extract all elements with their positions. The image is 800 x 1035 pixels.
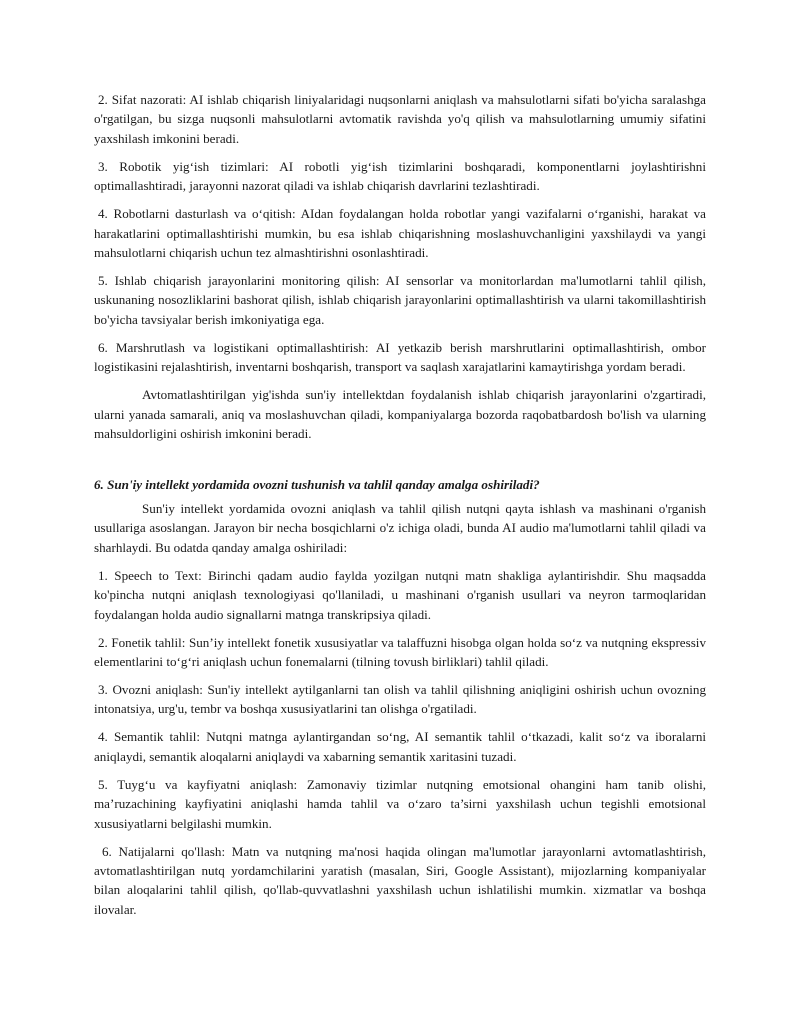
section-heading: 6. Sun'iy intellekt yordamida ovozni tushunish va tahlil qanday amalga oshiriladi? [94,477,540,493]
list-item-routing-logistics: 6. Marshrutlash va logistikani optimallashtirish: AI yetkazib berish marshrutlarini optimallashtirish, ombor logistikasini rejalashtirish, inventarni boshqarish, transport va saqlash xarajatlarini kamaytirishga yordam beradi. [94,339,706,375]
list-item-emotion-detection: 5. Tuyg‘u va kayfiyatni aniqlash: Zamonaviy tizimlar nutqning emotsional ohangini ham tanib olishi, ma’ruzachining kayfiyatini aniqlashi hamda tahlil va o‘zaro ta’sirni yaxshilash uchun tegishli emotsional xususiyatlarni belgilashi mumkin. [94,776,706,831]
summary-paragraph: Avtomatlashtirilgan yig'ishda sun'iy intellektdan foydalanish ishlab chiqarish jarayonlarini o'zgartiradi, ularni yanada samarali, aniq va moslashuvchan qiladi, kompaniyalarga bozorda raqobatbardosh bo'lish va ularning mahsuldorligini oshirish imkonini beradi. [94,387,706,442]
list-item-phonetic-analysis: 2. Fonetik tahlil: Sun’iy intellekt fonetik xususiyatlar va talaffuzni hisobga olgan holda so‘z va nutqning ekspressiv elementlarini to‘g‘ri aniqlash uchun fonemalarni (tilning tovush birliklari) tahlil qiladi. [94,634,706,669]
list-item-voice-recognition: 3. Ovozni aniqlash: Sun'iy intellekt aytilganlarni tan olish va tahlil qilishning aniqligini oshirish uchun ovozning intonatsiya, urg'u, tembr va boshqa xususiyatlarini tan olishga o'rgatiladi. [94,681,706,717]
list-item-process-monitoring: 5. Ishlab chiqarish jarayonlarini monitoring qilish: AI sensorlar va monitorlardan ma'lumotlarni tahlil qilish, uskunaning nosozliklarini bashorat qilish, ishlab chiqarish jarayonlarini optimallashtirish va ularni takomillashtirish bo'yicha tavsiyalar berish imkoniyatiga ega. [94,273,706,327]
list-item-quality-control: 2. Sifat nazorati: AI ishlab chiqarish liniyalaridagi nuqsonlarni aniqlash va mahsulotlarni sifati bo'yicha saralashga o'rgatilgan, bu sizga nuqsonli mahsulotlarni avtomatik ravishda yo'q qilish va mahsulotlarning umumiy sifatini yaxshilash imkonini beradi. [94,92,706,146]
list-item-applying-results: 6. Natijalarni qo'llash: Matn va nutqning ma'nosi haqida olingan ma'lumotlar jarayonlarni avtomatlashtirish, avtomatlashtirilgan nutq yordamchilarini yaratish (masalan, Siri, Google Assistant), mijozlarning kompaniyalar bilan aloqalarini tahlil qilish, qo'llab-quvvatlashni yaxshilash uchun ishlatilishi mumkin. xizmatlar va boshqa ilovalar. [94,843,706,917]
list-item-robotic-assembly: 3. Robotik yig‘ish tizimlari: AI robotli yig‘ish tizimlarini boshqaradi, komponentlarni joylashtirishni optimallashtiradi, jarayonni nazorat qiladi va ishlab chiqarish davrlarini tezlashtiradi. [94,158,706,194]
document-page [94,90,706,928]
list-item-speech-to-text: 1. Speech to Text: Birinchi qadam audio faylda yozilgan nutqni matn shakliga aylantirishdir. Shu maqsadda ko'pincha nutqni aniqlash texnologiyasi qo'llaniladi, u mashinani o'rganish usullari va neyron tarmoqlaridan foydalangan holda audio signallarni matnga transkripsiya qiladi. [94,567,706,622]
list-item-semantic-analysis: 4. Semantik tahlil: Nutqni matnga aylantirgandan so‘ng, AI semantik tahlil o‘tkazadi, kalit so‘z va iboralarni aniqlaydi, semantik aloqalarni aniqlaydi va xabarning semantik xaritasini tuzadi. [94,729,706,764]
section-intro-paragraph: Sun'iy intellekt yordamida ovozni aniqlash va tahlil qilish nutqni qayta ishlash va mashinani o'rganish usullariga asoslangan. Jarayon bir necha bosqichlarni o'z ichiga oladi, bunda AI audio ma'lumotlarni tahlil qiladi va sharhlaydi. Bu odatda qanday amalga oshiriladi: [94,500,706,555]
list-item-robot-programming: 4. Robotlarni dasturlash va o‘qitish: AIdan foydalangan holda robotlar yangi vazifalarni o‘rganishi, harakat va harakatlarini optimallashtirishi mumkin, bu esa ishlab chiqarishning moslashuvchanligini yaxshilaydi va yangi mahsulotlarni chiqarish uchun tez almashtirishni osonlashtiradi. [94,206,706,261]
